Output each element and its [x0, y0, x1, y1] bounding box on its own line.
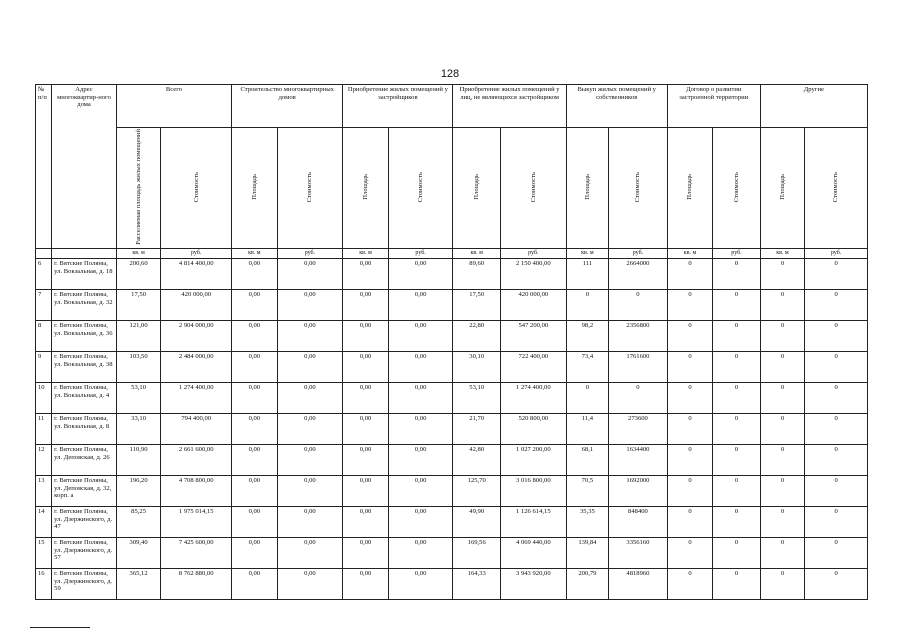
row-value-cell: 3 943 920,00	[500, 569, 566, 600]
row-value-cell: 0,00	[277, 445, 343, 476]
row-address: г. Вятские Поляны, ул. Вокзальная, д. 18	[52, 259, 117, 290]
row-value-cell: 73,4	[566, 352, 608, 383]
row-value-cell: 0,00	[343, 445, 388, 476]
row-value-cell: 0	[713, 445, 761, 476]
subheader-label: Площадь	[686, 174, 694, 200]
unit-cell: кв. м	[566, 249, 608, 259]
row-value-cell: 0,00	[277, 538, 343, 569]
row-value-cell: 4818960	[609, 569, 668, 600]
subheader-label: Площадь	[473, 174, 481, 200]
header-group-other: Другие	[760, 85, 867, 128]
row-value-cell: 0	[667, 538, 712, 569]
row-number: 11	[36, 414, 52, 445]
row-value-cell: 35,35	[566, 507, 608, 538]
unit-cell: кв. м	[453, 249, 501, 259]
row-value-cell: 365,12	[116, 569, 160, 600]
row-value-cell: 103,50	[116, 352, 160, 383]
row-value-cell: 547 200,00	[500, 321, 566, 352]
subheader-label: Стоимость	[832, 171, 840, 203]
row-value-cell: 420 000,00	[161, 290, 232, 321]
unit-cell: руб.	[161, 249, 232, 259]
header-address: Адрес многоквартир-ного дома	[52, 85, 117, 249]
row-value-cell: 0	[760, 538, 804, 569]
row-value-cell: 420 000,00	[500, 290, 566, 321]
header-group-row	[36, 85, 868, 128]
row-value-cell: 49,90	[453, 507, 501, 538]
row-value-cell: 0	[805, 383, 868, 414]
row-value-cell: 0	[667, 352, 712, 383]
table-row	[36, 352, 868, 383]
row-value-cell: 22,80	[453, 321, 501, 352]
unit-cell: кв. м	[667, 249, 712, 259]
row-value-cell: 0	[805, 507, 868, 538]
row-value-cell: 0	[760, 383, 804, 414]
row-value-cell: 0,00	[232, 321, 277, 352]
unit-cell: руб.	[609, 249, 668, 259]
row-value-cell: 4 069 440,00	[500, 538, 566, 569]
subheader-label: Стоимость	[306, 171, 314, 203]
row-value-cell: 169,56	[453, 538, 501, 569]
row-value-cell: 3 016 800,00	[500, 476, 566, 507]
row-value-cell: 21,70	[453, 414, 501, 445]
row-value-cell: 0,00	[232, 290, 277, 321]
resettlement-table	[35, 84, 868, 600]
header-group-purchase-non-developers: Приобретение жилых помещений у лиц, не являющихся застройщиком	[453, 85, 566, 128]
subheader-cell	[343, 128, 388, 249]
row-value-cell: 0,00	[277, 259, 343, 290]
row-value-cell: 794 400,00	[161, 414, 232, 445]
row-number: 6	[36, 259, 52, 290]
table-row	[36, 569, 868, 600]
row-value-cell: 0	[713, 259, 761, 290]
row-address: г. Вятские Поляны, ул. Вокзальная, д. 4	[52, 383, 117, 414]
row-value-cell: 0,00	[343, 538, 388, 569]
row-value-cell: 0	[566, 290, 608, 321]
subheader-cell	[609, 128, 668, 249]
row-value-cell: 0,00	[277, 290, 343, 321]
row-value-cell: 0,00	[277, 414, 343, 445]
row-value-cell: 0,00	[388, 507, 453, 538]
row-value-cell: 0,00	[232, 538, 277, 569]
row-value-cell: 0	[609, 290, 668, 321]
row-value-cell: 139,84	[566, 538, 608, 569]
row-value-cell: 309,40	[116, 538, 160, 569]
row-value-cell: 0	[713, 290, 761, 321]
row-value-cell: 0	[667, 321, 712, 352]
row-value-cell: 0	[805, 414, 868, 445]
subheader-label: Стоимость	[192, 171, 200, 203]
row-value-cell: 0	[760, 507, 804, 538]
row-value-cell: 0	[667, 476, 712, 507]
row-value-cell: 0	[760, 445, 804, 476]
units-row	[36, 249, 868, 259]
row-value-cell: 0	[667, 259, 712, 290]
row-value-cell: 0	[713, 383, 761, 414]
subheader-cell	[805, 128, 868, 249]
row-value-cell: 0,00	[343, 476, 388, 507]
table-body	[36, 259, 868, 600]
subheader-cell	[500, 128, 566, 249]
row-value-cell: 0	[760, 259, 804, 290]
row-value-cell: 164,33	[453, 569, 501, 600]
row-value-cell: 0,00	[343, 321, 388, 352]
row-value-cell: 0,00	[232, 507, 277, 538]
row-value-cell: 0,00	[343, 352, 388, 383]
row-value-cell: 0	[566, 383, 608, 414]
row-value-cell: 0	[609, 383, 668, 414]
row-value-cell: 8 762 880,00	[161, 569, 232, 600]
row-value-cell: 196,20	[116, 476, 160, 507]
subheader-cell	[388, 128, 453, 249]
row-value-cell: 2 904 000,00	[161, 321, 232, 352]
unit-cell: руб.	[500, 249, 566, 259]
table-row	[36, 538, 868, 569]
row-value-cell: 1692000	[609, 476, 668, 507]
row-value-cell: 0,00	[232, 414, 277, 445]
row-value-cell: 2356800	[609, 321, 668, 352]
row-value-cell: 0	[805, 259, 868, 290]
units-cell-empty	[52, 249, 117, 259]
row-address: г. Вятские Поляны, ул. Вокзальная, д. 38	[52, 352, 117, 383]
row-value-cell: 0,00	[277, 352, 343, 383]
row-value-cell: 3356160	[609, 538, 668, 569]
row-value-cell: 0,00	[277, 507, 343, 538]
row-value-cell: 7 425 600,00	[161, 538, 232, 569]
row-value-cell: 53,10	[116, 383, 160, 414]
row-address: г. Вятские Поляны, ул. Вокзальная, д. 32	[52, 290, 117, 321]
subheader-cell	[161, 128, 232, 249]
row-value-cell: 30,10	[453, 352, 501, 383]
row-value-cell: 17,50	[116, 290, 160, 321]
row-value-cell: 0	[667, 569, 712, 600]
subheader-cell	[116, 128, 160, 249]
table-row	[36, 259, 868, 290]
row-value-cell: 0	[713, 538, 761, 569]
unit-cell: кв. м	[760, 249, 804, 259]
row-value-cell: 121,00	[116, 321, 160, 352]
row-value-cell: 0,00	[388, 476, 453, 507]
row-value-cell: 0,00	[277, 476, 343, 507]
row-value-cell: 0,00	[277, 383, 343, 414]
table-row	[36, 414, 868, 445]
row-value-cell: 2664000	[609, 259, 668, 290]
row-address: г. Вятские Поляны, ул. Вокзальная, д. 8	[52, 414, 117, 445]
row-address: г. Вятские Поляны, ул. Вокзальная, д. 36	[52, 321, 117, 352]
unit-cell: кв. м	[343, 249, 388, 259]
row-value-cell: 0,00	[343, 383, 388, 414]
row-value-cell: 0,00	[277, 569, 343, 600]
row-value-cell: 1 975 014,15	[161, 507, 232, 538]
row-value-cell: 0,00	[388, 352, 453, 383]
row-value-cell: 89,60	[453, 259, 501, 290]
row-address: г. Вятские Поляны, ул. Деповская, д. 26	[52, 445, 117, 476]
row-value-cell: 110,90	[116, 445, 160, 476]
table-row	[36, 476, 868, 507]
subheader-cell	[713, 128, 761, 249]
row-value-cell: 0	[805, 476, 868, 507]
row-value-cell: 0,00	[277, 321, 343, 352]
table-row	[36, 445, 868, 476]
row-value-cell: 0	[667, 290, 712, 321]
row-value-cell: 0	[805, 290, 868, 321]
row-value-cell: 722 400,00	[500, 352, 566, 383]
row-value-cell: 0	[760, 352, 804, 383]
subheader-label: Площадь	[583, 174, 591, 200]
row-value-cell: 68,1	[566, 445, 608, 476]
row-value-cell: 0	[805, 352, 868, 383]
row-value-cell: 0	[667, 414, 712, 445]
row-value-cell: 0,00	[232, 569, 277, 600]
row-value-cell: 0,00	[343, 569, 388, 600]
subheader-cell	[232, 128, 277, 249]
row-value-cell: 0,00	[388, 538, 453, 569]
row-value-cell: 0,00	[232, 352, 277, 383]
row-value-cell: 0	[713, 507, 761, 538]
row-value-cell: 0	[760, 290, 804, 321]
units-cell-empty	[36, 249, 52, 259]
row-value-cell: 0	[713, 352, 761, 383]
header-group-purchase-developers: Приобретение жилых помещений у застройщиков	[343, 85, 453, 128]
subheader-label: Площадь	[778, 174, 786, 200]
row-value-cell: 0	[805, 445, 868, 476]
row-value-cell: 125,70	[453, 476, 501, 507]
row-value-cell: 0	[760, 569, 804, 600]
row-value-cell: 0,00	[343, 290, 388, 321]
row-address: г. Вятские Поляны, ул. Дзержинского, д. 57	[52, 538, 117, 569]
row-value-cell: 0,00	[232, 445, 277, 476]
row-value-cell: 0	[805, 538, 868, 569]
row-number: 15	[36, 538, 52, 569]
row-value-cell: 0	[713, 476, 761, 507]
unit-cell: руб.	[805, 249, 868, 259]
row-value-cell: 200,79	[566, 569, 608, 600]
row-value-cell: 2 484 000,00	[161, 352, 232, 383]
row-value-cell: 0,00	[388, 290, 453, 321]
subheader-label: Расселяемая площадь жилых помещений	[134, 129, 142, 245]
subheader-label: Стоимость	[529, 171, 537, 203]
row-value-cell: 0,00	[343, 507, 388, 538]
header-subcolumn-row	[36, 128, 868, 249]
row-value-cell: 848400	[609, 507, 668, 538]
subheader-label: Стоимость	[634, 171, 642, 203]
unit-cell: кв. м	[232, 249, 277, 259]
row-value-cell: 53,10	[453, 383, 501, 414]
row-value-cell: 0,00	[388, 321, 453, 352]
row-value-cell: 42,80	[453, 445, 501, 476]
row-value-cell: 0	[805, 569, 868, 600]
row-value-cell: 0	[760, 476, 804, 507]
row-value-cell: 70,5	[566, 476, 608, 507]
row-value-cell: 98,2	[566, 321, 608, 352]
unit-cell: руб.	[713, 249, 761, 259]
table-row	[36, 507, 868, 538]
row-value-cell: 85,25	[116, 507, 160, 538]
table-row	[36, 290, 868, 321]
row-value-cell: 11,4	[566, 414, 608, 445]
header-group-total: Всего	[116, 85, 231, 128]
table-row	[36, 321, 868, 352]
row-value-cell: 0	[713, 321, 761, 352]
row-value-cell: 0	[805, 321, 868, 352]
row-value-cell: 273600	[609, 414, 668, 445]
header-group-buyout-owners: Выкуп жилых помещений у собственников	[566, 85, 667, 128]
row-value-cell: 0,00	[388, 414, 453, 445]
row-value-cell: 0,00	[388, 383, 453, 414]
row-value-cell: 200,60	[116, 259, 160, 290]
subheader-cell	[566, 128, 608, 249]
row-value-cell: 0,00	[343, 414, 388, 445]
row-number: 8	[36, 321, 52, 352]
row-value-cell: 0	[667, 507, 712, 538]
row-value-cell: 0,00	[388, 259, 453, 290]
page-number: 128	[440, 68, 460, 80]
row-value-cell: 0,00	[232, 383, 277, 414]
subheader-label: Площадь	[361, 174, 369, 200]
row-value-cell: 0	[713, 414, 761, 445]
subheader-label: Площадь	[250, 174, 258, 200]
row-value-cell: 1761600	[609, 352, 668, 383]
row-value-cell: 2 150 400,00	[500, 259, 566, 290]
row-value-cell: 0	[667, 445, 712, 476]
row-value-cell: 0,00	[388, 569, 453, 600]
subheader-cell	[453, 128, 501, 249]
subheader-label: Стоимость	[416, 171, 424, 203]
header-group-construction: Строительство многоквартирных домов	[232, 85, 343, 128]
row-value-cell: 4 814 400,00	[161, 259, 232, 290]
row-number: 16	[36, 569, 52, 600]
row-value-cell: 4 708 800,00	[161, 476, 232, 507]
row-value-cell: 520 800,00	[500, 414, 566, 445]
row-value-cell: 33,10	[116, 414, 160, 445]
subheader-cell	[667, 128, 712, 249]
row-value-cell: 0,00	[232, 476, 277, 507]
row-value-cell: 0,00	[232, 259, 277, 290]
subheader-label: Стоимость	[732, 171, 740, 203]
row-value-cell: 111	[566, 259, 608, 290]
row-value-cell: 0,00	[388, 445, 453, 476]
footnote-divider	[30, 627, 90, 628]
row-number: 12	[36, 445, 52, 476]
row-value-cell: 0	[760, 414, 804, 445]
row-value-cell: 0	[760, 321, 804, 352]
row-value-cell: 0	[713, 569, 761, 600]
row-number: 9	[36, 352, 52, 383]
row-address: г. Вятские Поляны, ул. Дзержинского, д. 59	[52, 569, 117, 600]
row-value-cell: 1 027 200,00	[500, 445, 566, 476]
row-value-cell: 17,50	[453, 290, 501, 321]
subheader-cell	[277, 128, 343, 249]
row-number: 14	[36, 507, 52, 538]
header-num: № п/п	[36, 85, 52, 249]
unit-cell: кв. м	[116, 249, 160, 259]
row-value-cell: 1634400	[609, 445, 668, 476]
row-value-cell: 0	[667, 383, 712, 414]
row-number: 13	[36, 476, 52, 507]
row-number: 10	[36, 383, 52, 414]
row-value-cell: 1 126 614,15	[500, 507, 566, 538]
row-value-cell: 1 274 400,00	[161, 383, 232, 414]
row-value-cell: 1 274 400,00	[500, 383, 566, 414]
header-group-territory-development: Договор о развитии застроенной территории	[667, 85, 760, 128]
row-number: 7	[36, 290, 52, 321]
unit-cell: руб.	[277, 249, 343, 259]
row-address: г. Вятские Поляны, ул. Дзержинского, д. 47	[52, 507, 117, 538]
subheader-cell	[760, 128, 804, 249]
unit-cell: руб.	[388, 249, 453, 259]
row-address: г. Вятские Поляны, ул. Деповская, д. 32, корп. а	[52, 476, 117, 507]
row-value-cell: 0,00	[343, 259, 388, 290]
row-value-cell: 2 661 600,00	[161, 445, 232, 476]
table-row	[36, 383, 868, 414]
